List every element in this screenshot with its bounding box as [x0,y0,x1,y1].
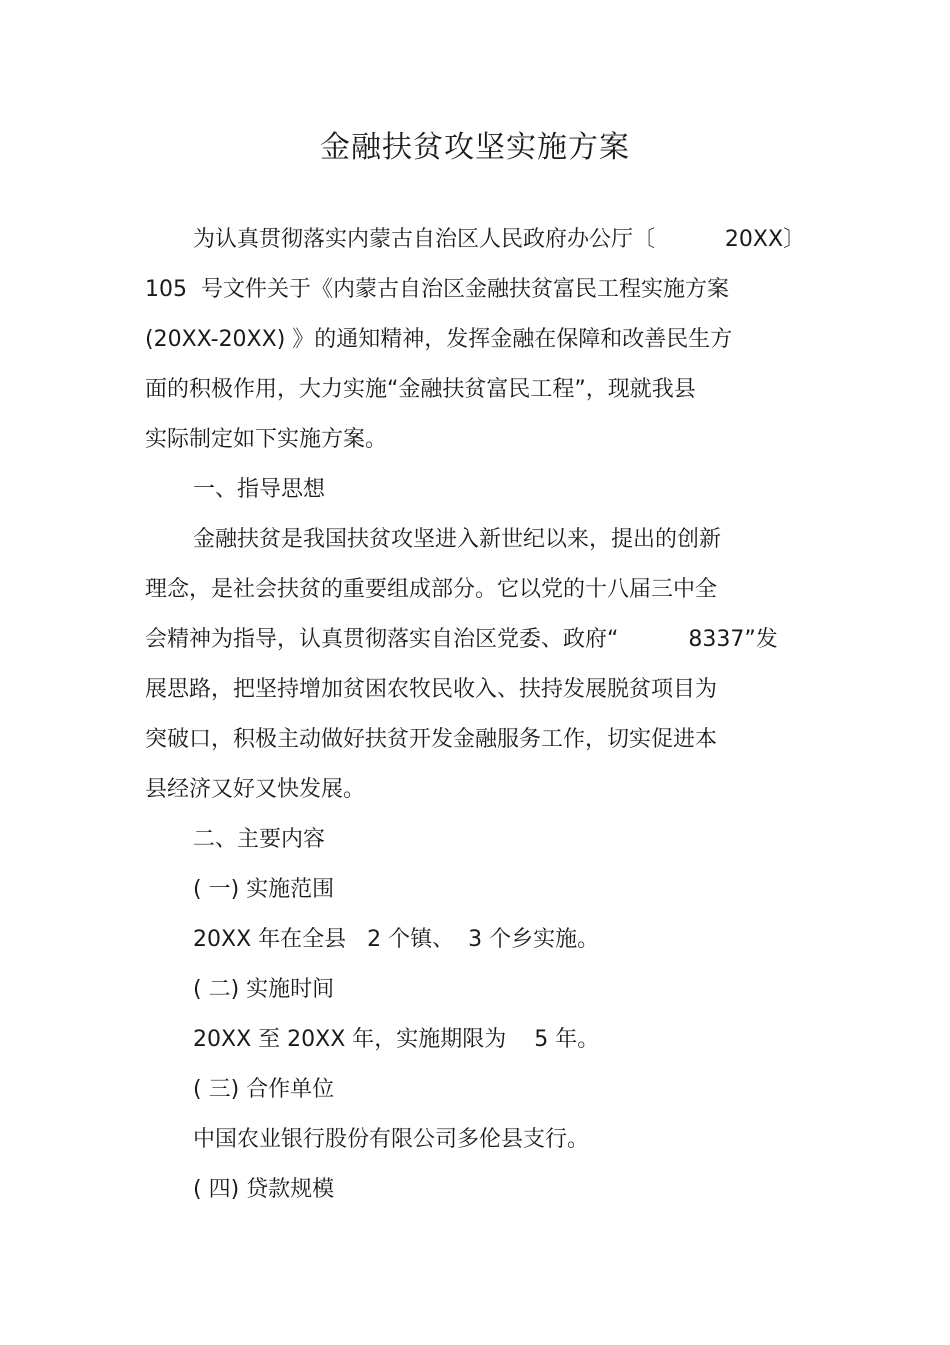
paragraph-line: 展思路，把坚持增加贫困农牧民收入、扶持发展脱贫项目为 [145,677,718,702]
paragraph-line: 105 号文件关于《内蒙古自治区金融扶贫富民工程实施方案 [145,277,729,302]
paragraph-line: 理念，是社会扶贫的重要组成部分。它以党的十八届三中全 [145,577,718,602]
subsection-heading: ( 三) 合作单位 [193,1077,335,1102]
section-heading: 二、主要内容 [193,827,326,852]
subsection-heading: ( 二) 实施时间 [193,977,335,1002]
paragraph-line: 20XX 至 20XX 年，实施期限为 5 年。 [193,1027,600,1052]
paragraph-line: 面的积极作用，大力实施“金融扶贫富民工程”，现就我县 [145,377,696,402]
paragraph-line: 金融扶贫是我国扶贫攻坚进入新世纪以来，提出的创新 [193,527,722,552]
subsection-heading: ( 一) 实施范围 [193,877,335,902]
section-heading: 一、指导思想 [193,477,326,502]
paragraph-line: 突破口，积极主动做好扶贫开发金融服务工作，切实促进本 [145,727,718,752]
paragraph-line: 20XX 年在全县 2 个镇、 3 个乡实施。 [193,927,600,952]
paragraph-line: 中国农业银行股份有限公司多伦县支行。 [193,1127,590,1152]
paragraph-line: 为认真贯彻落实内蒙古自治区人民政府办公厅〔 20XX〕 [193,227,806,252]
paragraph-line: (20XX-20XX) 》的通知精神，发挥金融在保障和改善民生方 [145,327,733,352]
document-title: 金融扶贫攻坚实施方案 [320,130,630,165]
paragraph-line: 会精神为指导，认真贯彻落实自治区党委、政府“ 8337”发 [145,627,778,652]
subsection-heading: ( 四) 贷款规模 [193,1177,335,1202]
paragraph-line: 实际制定如下实施方案。 [145,427,388,452]
paragraph-line: 县经济又好又快发展。 [145,777,366,802]
